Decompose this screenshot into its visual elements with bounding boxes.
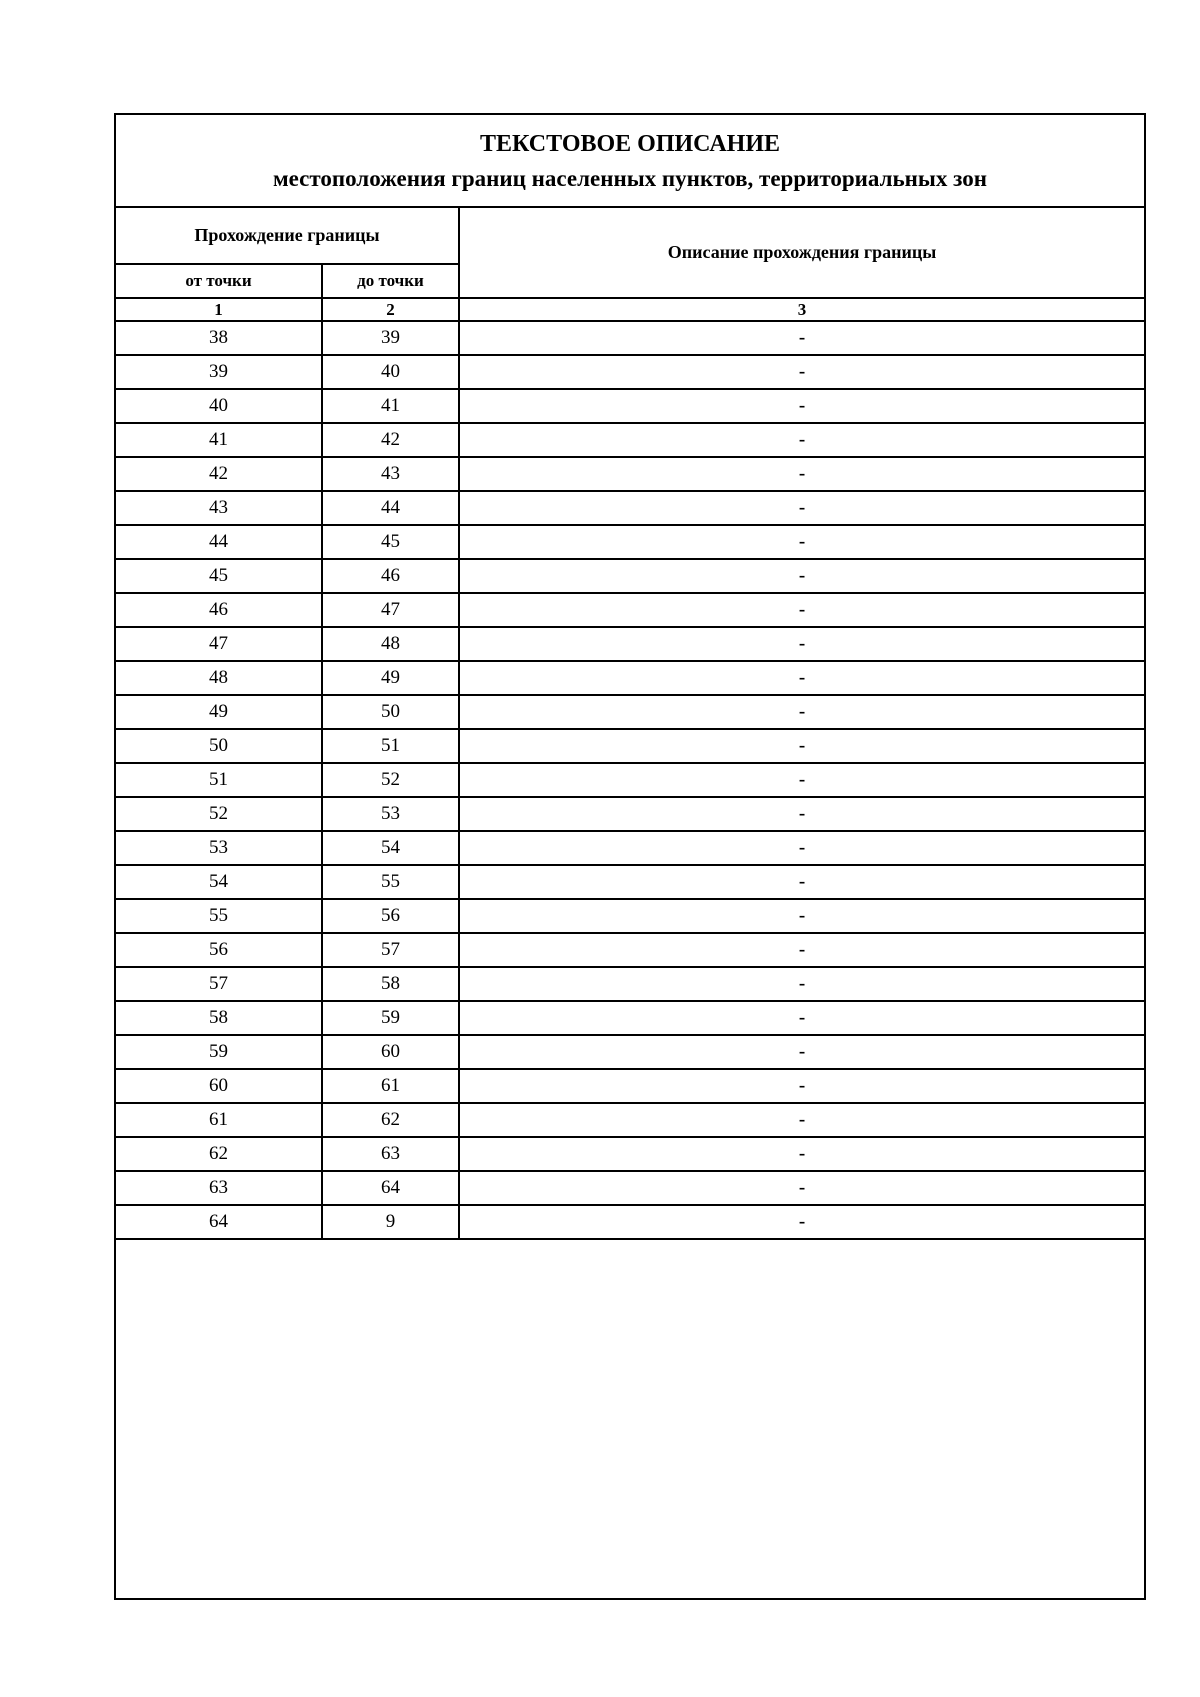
from-point-cell: 52 bbox=[116, 797, 322, 831]
from-point-cell: 47 bbox=[116, 627, 322, 661]
table-row bbox=[116, 763, 1144, 797]
description-cell: - bbox=[459, 1103, 1144, 1137]
column-number-row bbox=[116, 298, 1144, 321]
from-point-cell: 40 bbox=[116, 389, 322, 423]
to-point-cell: 45 bbox=[322, 525, 459, 559]
to-point-cell: 64 bbox=[322, 1171, 459, 1205]
table-row bbox=[116, 661, 1144, 695]
from-point-cell: 57 bbox=[116, 967, 322, 1001]
column-number: 2 bbox=[322, 298, 459, 321]
description-cell: - bbox=[459, 831, 1144, 865]
from-point-cell: 46 bbox=[116, 593, 322, 627]
to-point-cell: 46 bbox=[322, 559, 459, 593]
document-subtitle: местоположения границ населенных пунктов, территориальных зон bbox=[273, 166, 987, 191]
to-point-cell: 39 bbox=[322, 321, 459, 355]
description-cell: - bbox=[459, 491, 1144, 525]
description-cell: - bbox=[459, 321, 1144, 355]
description-cell: - bbox=[459, 797, 1144, 831]
from-point-cell: 39 bbox=[116, 355, 322, 389]
description-cell: - bbox=[459, 1137, 1144, 1171]
description-cell: - bbox=[459, 1205, 1144, 1239]
from-point-cell: 53 bbox=[116, 831, 322, 865]
to-point-cell: 61 bbox=[322, 1069, 459, 1103]
description-cell: - bbox=[459, 627, 1144, 661]
to-point-cell: 59 bbox=[322, 1001, 459, 1035]
table-row bbox=[116, 729, 1144, 763]
document-title: ТЕКСТОВОЕ ОПИСАНИЕ bbox=[479, 131, 780, 157]
table-row bbox=[116, 899, 1144, 933]
description-cell: - bbox=[459, 593, 1144, 627]
from-point-cell: 48 bbox=[116, 661, 322, 695]
description-cell: - bbox=[459, 1171, 1144, 1205]
description-cell: - bbox=[459, 933, 1144, 967]
to-point-cell: 9 bbox=[322, 1205, 459, 1239]
description-cell: - bbox=[459, 355, 1144, 389]
description-cell: - bbox=[459, 661, 1144, 695]
from-point-cell: 38 bbox=[116, 321, 322, 355]
from-point-cell: 55 bbox=[116, 899, 322, 933]
boundary-description-header: Описание прохождения границы bbox=[459, 208, 1144, 298]
from-point-cell: 49 bbox=[116, 695, 322, 729]
to-point-cell: 43 bbox=[322, 457, 459, 491]
description-cell: - bbox=[459, 457, 1144, 491]
to-point-cell: 58 bbox=[322, 967, 459, 1001]
from-point-cell: 45 bbox=[116, 559, 322, 593]
to-point-cell: 55 bbox=[322, 865, 459, 899]
description-cell: - bbox=[459, 967, 1144, 1001]
description-cell: - bbox=[459, 423, 1144, 457]
to-point-cell: 41 bbox=[322, 389, 459, 423]
table-row bbox=[116, 1001, 1144, 1035]
table-row bbox=[116, 1069, 1144, 1103]
from-point-cell: 51 bbox=[116, 763, 322, 797]
to-point-cell: 53 bbox=[322, 797, 459, 831]
table-row bbox=[116, 831, 1144, 865]
from-point-cell: 59 bbox=[116, 1035, 322, 1069]
description-cell: - bbox=[459, 389, 1144, 423]
from-point-cell: 56 bbox=[116, 933, 322, 967]
from-point-cell: 44 bbox=[116, 525, 322, 559]
column-number: 1 bbox=[116, 298, 322, 321]
table-body bbox=[116, 321, 1144, 1239]
to-point-cell: 56 bbox=[322, 899, 459, 933]
to-point-header: до точки bbox=[322, 264, 459, 298]
to-point-cell: 57 bbox=[322, 933, 459, 967]
table-row bbox=[116, 457, 1144, 491]
to-point-cell: 54 bbox=[322, 831, 459, 865]
table-row bbox=[116, 933, 1144, 967]
to-point-cell: 52 bbox=[322, 763, 459, 797]
description-cell: - bbox=[459, 865, 1144, 899]
table-row bbox=[116, 1205, 1144, 1239]
description-cell: - bbox=[459, 763, 1144, 797]
to-point-cell: 47 bbox=[322, 593, 459, 627]
from-point-cell: 43 bbox=[116, 491, 322, 525]
description-cell: - bbox=[459, 525, 1144, 559]
to-point-cell: 42 bbox=[322, 423, 459, 457]
from-point-cell: 64 bbox=[116, 1205, 322, 1239]
table-row bbox=[116, 1137, 1144, 1171]
boundary-table bbox=[116, 208, 1144, 1240]
table-row bbox=[116, 593, 1144, 627]
table-row bbox=[116, 967, 1144, 1001]
from-point-cell: 50 bbox=[116, 729, 322, 763]
table-row bbox=[116, 423, 1144, 457]
table-row bbox=[116, 865, 1144, 899]
to-point-cell: 48 bbox=[322, 627, 459, 661]
table-row bbox=[116, 559, 1144, 593]
to-point-cell: 44 bbox=[322, 491, 459, 525]
table-row bbox=[116, 695, 1144, 729]
to-point-cell: 60 bbox=[322, 1035, 459, 1069]
from-point-cell: 61 bbox=[116, 1103, 322, 1137]
to-point-cell: 63 bbox=[322, 1137, 459, 1171]
table-row bbox=[116, 627, 1144, 661]
from-point-cell: 41 bbox=[116, 423, 322, 457]
column-number: 3 bbox=[459, 298, 1144, 321]
from-point-cell: 62 bbox=[116, 1137, 322, 1171]
from-point-cell: 63 bbox=[116, 1171, 322, 1205]
table-row bbox=[116, 797, 1144, 831]
description-cell: - bbox=[459, 729, 1144, 763]
description-cell: - bbox=[459, 695, 1144, 729]
from-point-cell: 42 bbox=[116, 457, 322, 491]
table-row bbox=[116, 525, 1144, 559]
table-row bbox=[116, 389, 1144, 423]
from-point-cell: 60 bbox=[116, 1069, 322, 1103]
table-row bbox=[116, 1171, 1144, 1205]
description-cell: - bbox=[459, 559, 1144, 593]
to-point-cell: 50 bbox=[322, 695, 459, 729]
table-row bbox=[116, 355, 1144, 389]
table-row bbox=[116, 321, 1144, 355]
description-cell: - bbox=[459, 1069, 1144, 1103]
boundary-passage-header: Прохождение границы bbox=[116, 208, 459, 264]
description-cell: - bbox=[459, 899, 1144, 933]
description-cell: - bbox=[459, 1001, 1144, 1035]
table-row bbox=[116, 1035, 1144, 1069]
title-block bbox=[116, 115, 1144, 208]
to-point-cell: 51 bbox=[322, 729, 459, 763]
to-point-cell: 40 bbox=[322, 355, 459, 389]
to-point-cell: 49 bbox=[322, 661, 459, 695]
from-point-cell: 58 bbox=[116, 1001, 322, 1035]
table-row bbox=[116, 491, 1144, 525]
from-point-header: от точки bbox=[116, 264, 322, 298]
table-row bbox=[116, 1103, 1144, 1137]
to-point-cell: 62 bbox=[322, 1103, 459, 1137]
document-frame bbox=[114, 113, 1146, 1600]
description-cell: - bbox=[459, 1035, 1144, 1069]
from-point-cell: 54 bbox=[116, 865, 322, 899]
